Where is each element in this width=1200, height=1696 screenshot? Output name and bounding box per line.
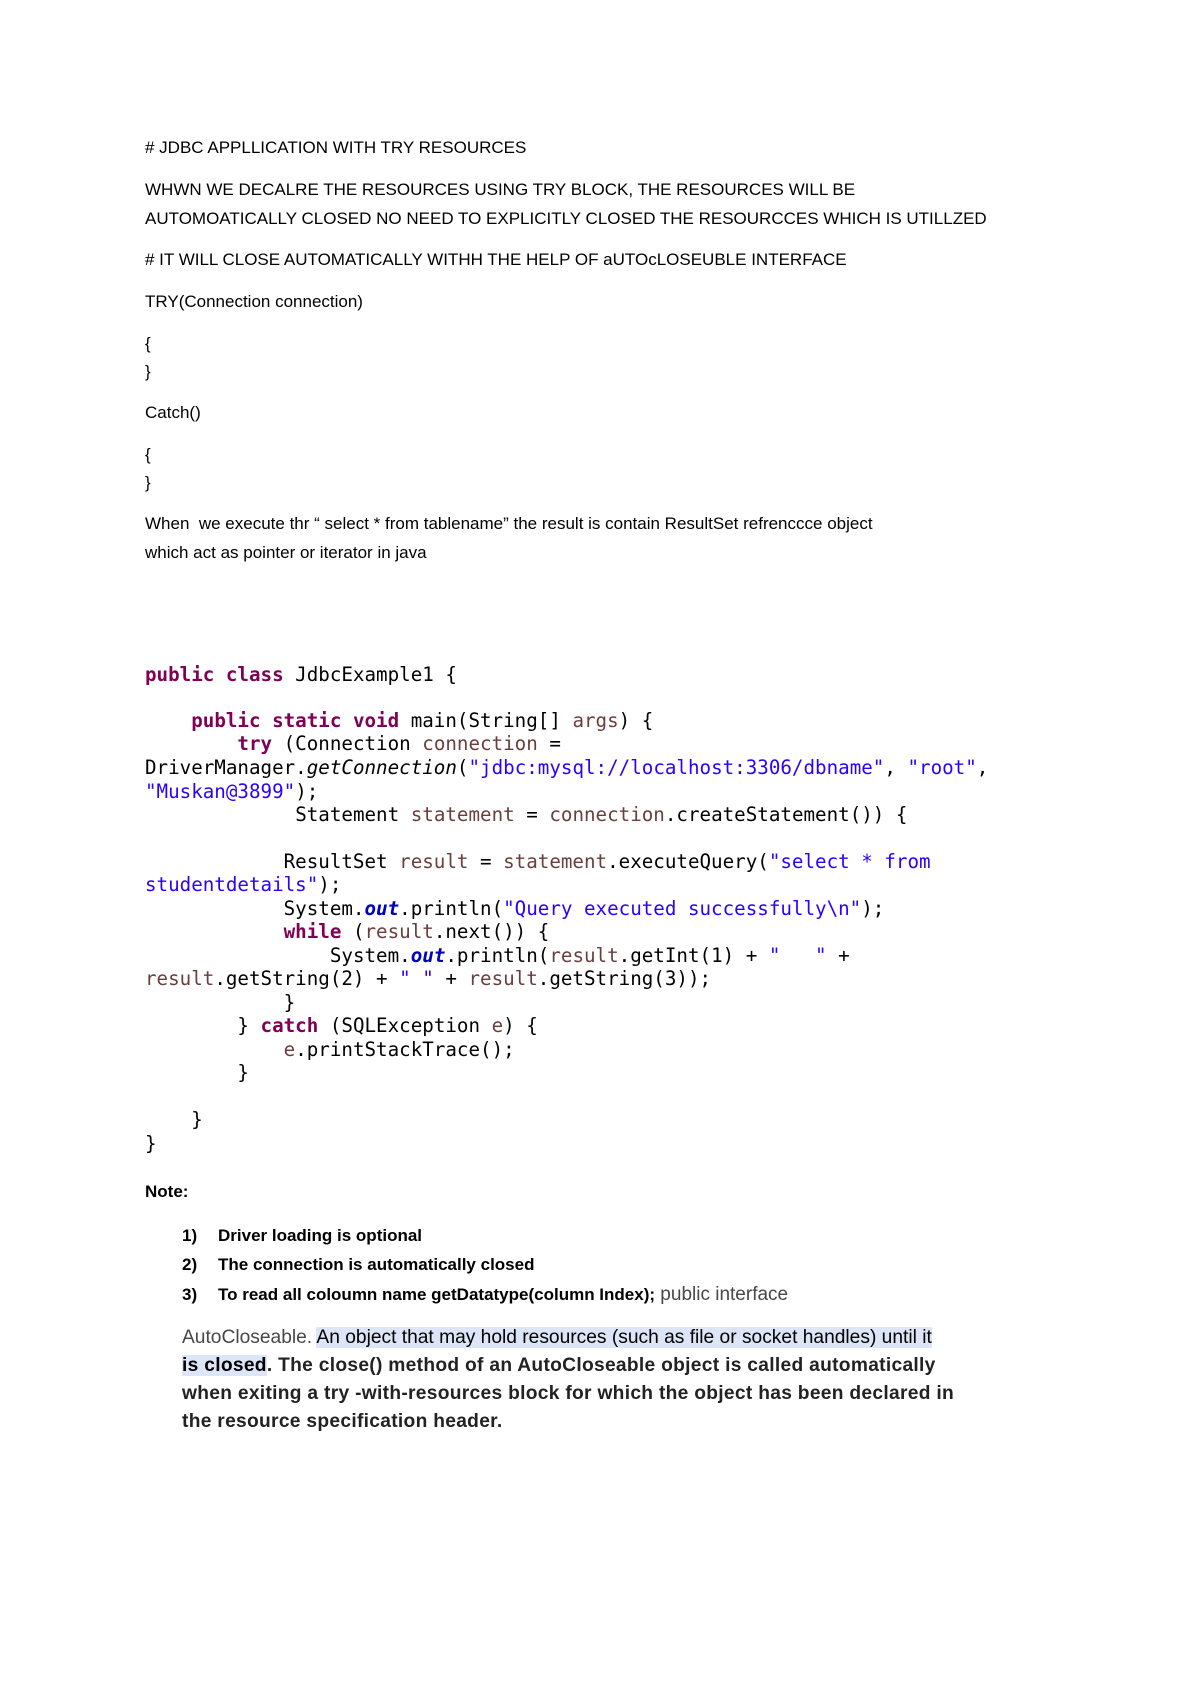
code-line: "Muskan@3899");: [145, 780, 319, 803]
brace-open: {: [145, 334, 151, 353]
api-doc-line: when exiting a try -with-resources block for which the object has been declared in: [182, 1383, 955, 1404]
code-line: }: [283, 991, 296, 1014]
heading-jdbc-try-resources: # JDBC APPLLICATION WITH TRY RESOURCES: [145, 138, 527, 157]
code-line: try (Connection connection =: [237, 732, 561, 755]
code-line: public static void main(String[] args) {: [191, 709, 654, 732]
note-item: 1) Driver loading is optional: [182, 1226, 423, 1245]
brace-close: }: [145, 473, 151, 492]
code-line: public class JdbcExample1 {: [145, 663, 457, 686]
brace-open: {: [145, 445, 151, 464]
code-line: result.getString(2) + " " + result.getString(3));: [145, 967, 712, 990]
note-item: 2) The connection is automatically closed: [182, 1255, 535, 1274]
api-doc-line: is closed. The close() method of an AutoCloseable object is called automatically: [182, 1355, 936, 1376]
brace-close: }: [145, 362, 151, 381]
code-line: DriverManager.getConnection("jdbc:mysql://localhost:3306/dbname", "root",: [145, 756, 989, 779]
code-line: studentdetails");: [145, 873, 342, 896]
code-line: }: [237, 1061, 249, 1084]
code-line: } catch (SQLException e) {: [237, 1014, 538, 1037]
catch-syntax-line: Catch(): [145, 403, 201, 422]
note-title: Note:: [145, 1182, 189, 1201]
code-line: while (result.next()) {: [283, 920, 550, 943]
code-line: ResultSet result = statement.executeQuery("select * from: [283, 850, 931, 873]
code-line: System.out.println(result.getInt(1) + " " +: [329, 944, 850, 967]
code-line: }: [191, 1108, 203, 1131]
code-line: System.out.println("Query executed successfully\n");: [283, 897, 885, 920]
paragraph-line: When we execute thr “ select * from tablename” the result is contain ResultSet refrenccce object: [145, 514, 873, 533]
code-line: }: [145, 1132, 157, 1155]
code-line: Statement statement = connection.createStatement()) {: [295, 803, 908, 826]
note-item: 3) To read all coloumn name getDatatype(column Index); public interface: [182, 1284, 789, 1305]
paragraph-line: WHWN WE DECALRE THE RESOURCES USING TRY BLOCK, THE RESOURCES WILL BE: [145, 180, 856, 199]
heading-autocloseable: # IT WILL CLOSE AUTOMATICALLY WITHH THE HELP OF aUTOcLOSEUBLE INTERFACE: [145, 250, 847, 269]
paragraph-line: which act as pointer or iterator in java: [145, 543, 427, 562]
api-doc-line: the resource specification header.: [182, 1411, 503, 1432]
code-line: e.printStackTrace();: [283, 1038, 515, 1061]
api-doc-line: AutoCloseable. An object that may hold resources (such as file or socket handles) until it: [182, 1327, 932, 1348]
paragraph-line: AUTOMOATICALLY CLOSED NO NEED TO EXPLICITLY CLOSED THE RESOURCCES WHICH IS UTILLZED: [145, 209, 987, 228]
try-syntax-line: TRY(Connection connection): [145, 292, 363, 311]
